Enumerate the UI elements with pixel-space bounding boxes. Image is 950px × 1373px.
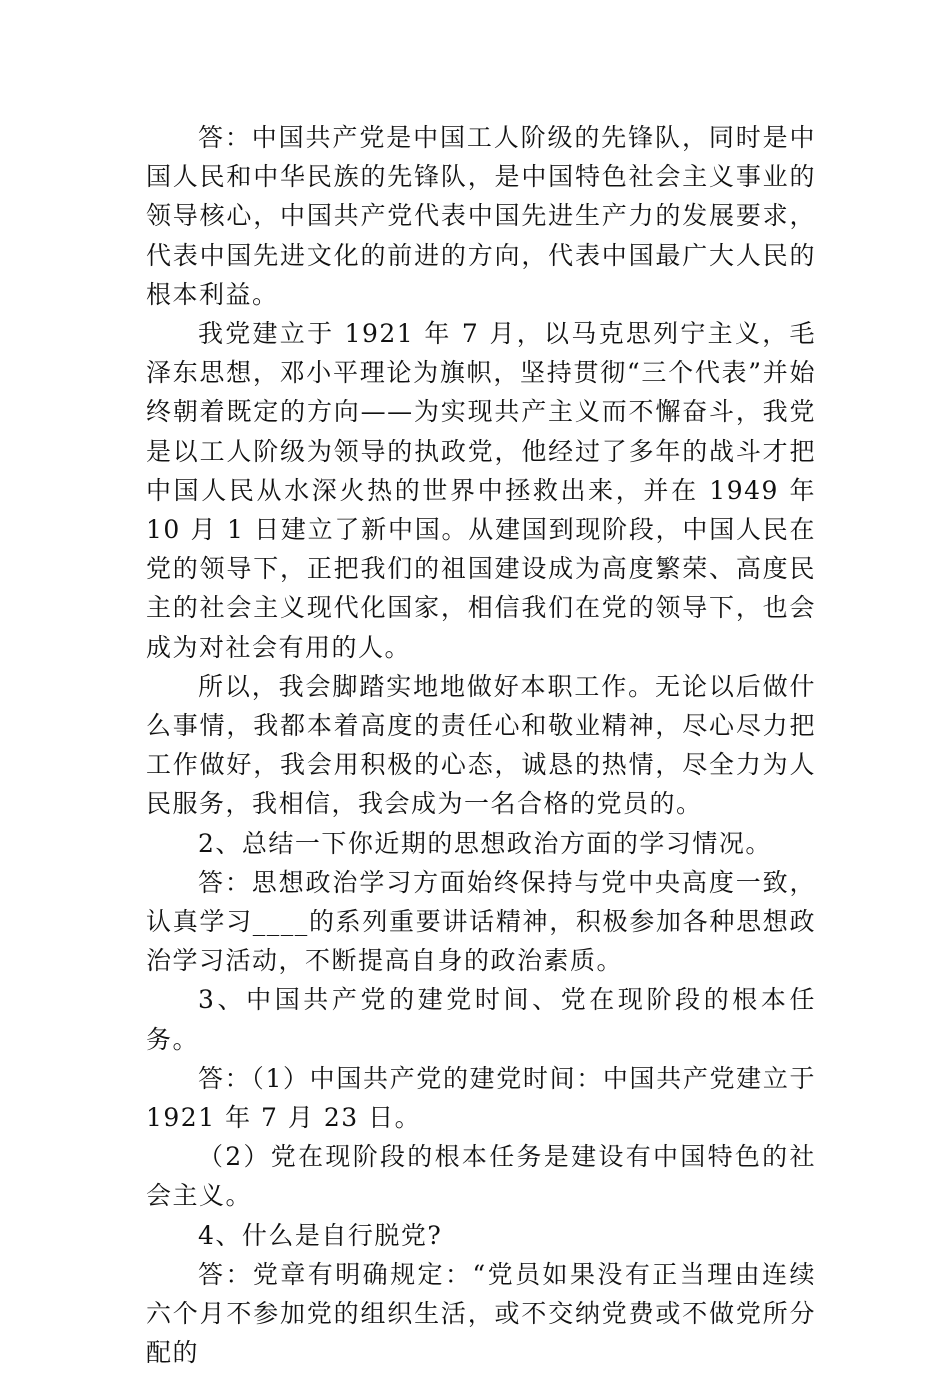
commitment-paragraph: 所以，我会脚踏实地地做好本职工作。无论以后做什么事情，我都本着高度的责任心和敬业精神，尽心尽力把工作做好，我会用积极的心态，诚恳的热情，尽全力为人民服务，我相信，我会成为一名合格的党员的。 bbox=[146, 671, 816, 819]
answer-3-part-1: 答：（1）中国共产党的建党时间：中国共产党建立于 1921 年 7 月 23 日。 bbox=[146, 1063, 816, 1133]
question-2: 2、总结一下你近期的思想政治方面的学习情况。 bbox=[198, 828, 772, 858]
answer-4: 答：党章有明确规定：“党员如果没有正当理由连续六个月不参加党的组织生活，或不交纳党费或不做党所分配的 bbox=[146, 1259, 816, 1368]
question-3: 3、中国共产党的建党时间、党在现阶段的根本任务。 bbox=[146, 985, 816, 1054]
question-4: 4、什么是自行脱党? bbox=[198, 1220, 443, 1250]
answer-2: 答：思想政治学习方面始终保持与党中央高度一致，认真学习____的系列重要讲话精神，积极参加各种思想政治学习活动，不断提高自身的政治素质。 bbox=[146, 867, 816, 976]
answer-paragraph: 答：中国共产党是中国工人阶级的先锋队，同时是中国人民和中华民族的先锋队，是中国特色社会主义事业的领导核心，中国共产党代表中国先进生产力的发展要求，代表中国先进文化的前进的方向，代表中国最广大人民的根本利益。 bbox=[146, 123, 816, 309]
answer-3-part-2: （2）党在现阶段的根本任务是建设有中国特色的社会主义。 bbox=[146, 1142, 816, 1211]
party-history-paragraph: 我党建立于 1921 年 7 月，以马克思列宁主义，毛泽东思想，邓小平理论为旗帜，坚持贯彻“三个代表”并始终朝着既定的方向——为实现共产主义而不懈奋斗，我党是以工人阶级为领导的执政党，他经过了多年的战斗才把中国人民从水深火热的世界中拯救出来，并在 1949 年 10 月 1 日建立了新中国。从建国到现阶段，中国人民在党的领导下，正把我们的祖国建设成为高度繁荣、高度民主的社会主义现代化国家，相信我们在党的领导下，也会成为对社会有用的人。 bbox=[146, 319, 816, 662]
document-body bbox=[146, 118, 816, 1373]
